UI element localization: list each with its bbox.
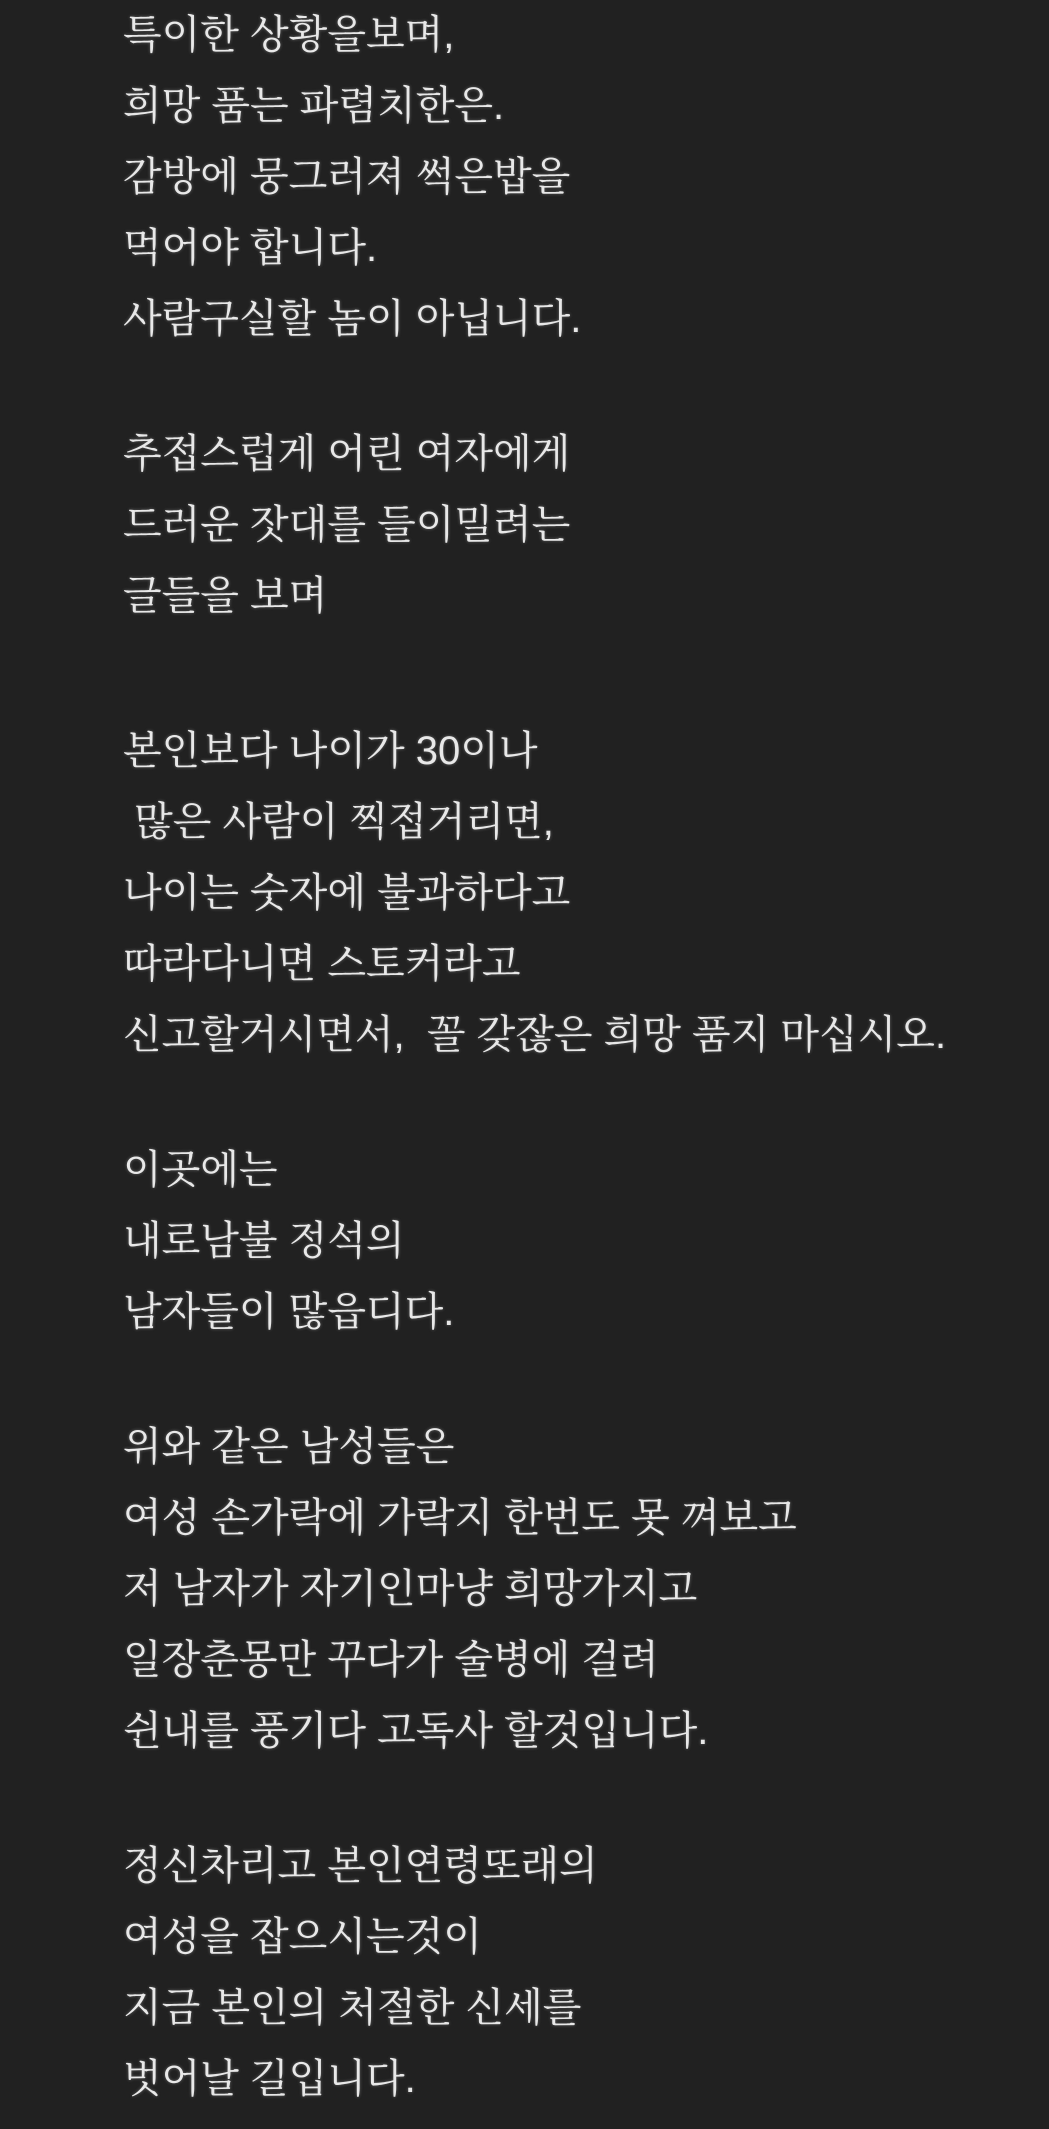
text-line: 내로남불 정석의 xyxy=(123,1219,405,1263)
text-line: 많은 사람이 찍접거리면, xyxy=(123,800,554,844)
text-line: 여성 손가락에 가락지 한번도 못 껴보고 xyxy=(123,1496,797,1540)
text-line: 신고할거시면서, 꼴 갖잖은 희망 품지 마십시오. xyxy=(123,1013,947,1057)
text-line: 일장춘몽만 꾸다가 술병에 걸려 xyxy=(123,1638,659,1682)
paragraph xyxy=(123,1135,1019,1348)
text-line: 희망 품는 파렴치한은. xyxy=(123,84,505,128)
text-line: 남자들이 많읍디다. xyxy=(123,1290,455,1334)
text-line: 여성을 잡으시는것이 xyxy=(123,1915,482,1959)
text-line: 사람구실할 놈이 아닙니다. xyxy=(123,297,582,341)
text-line: 글들을 보며 xyxy=(123,574,328,618)
text-line: 먹어야 합니다. xyxy=(123,226,378,270)
text-line: 벗어날 길입니다. xyxy=(123,2057,416,2101)
text-line: 추접스럽게 어린 여자에게 xyxy=(123,432,571,476)
text-line: 쉰내를 풍기다 고독사 할것입니다. xyxy=(123,1709,709,1753)
text-line: 정신차리고 본인연령또래의 xyxy=(123,1844,598,1888)
paragraph xyxy=(123,1831,1019,2115)
paragraph xyxy=(123,419,1019,632)
text-line: 이곳에는 xyxy=(123,1148,278,1192)
text-line: 특이한 상황을보며, xyxy=(123,13,455,57)
text-line: 나이는 숫자에 불과하다고 xyxy=(123,871,571,915)
text-line: 지금 본인의 처절한 신세를 xyxy=(123,1986,582,2030)
text-line: 본인보다 나이가 30이나 xyxy=(123,729,538,773)
text-line: 위와 같은 남성들은 xyxy=(123,1425,455,1469)
paragraph xyxy=(123,1412,1019,1767)
text-line: 저 남자가 자기인마냥 희망가지고 xyxy=(123,1567,698,1611)
text-line: 드러운 잣대를 들이밀려는 xyxy=(123,503,571,547)
paragraph xyxy=(123,716,1019,1071)
paragraph xyxy=(123,0,1019,355)
text-line: 감방에 뭉그러져 썩은밥을 xyxy=(123,155,571,199)
text-line: 따라다니면 스토커라고 xyxy=(123,942,521,986)
